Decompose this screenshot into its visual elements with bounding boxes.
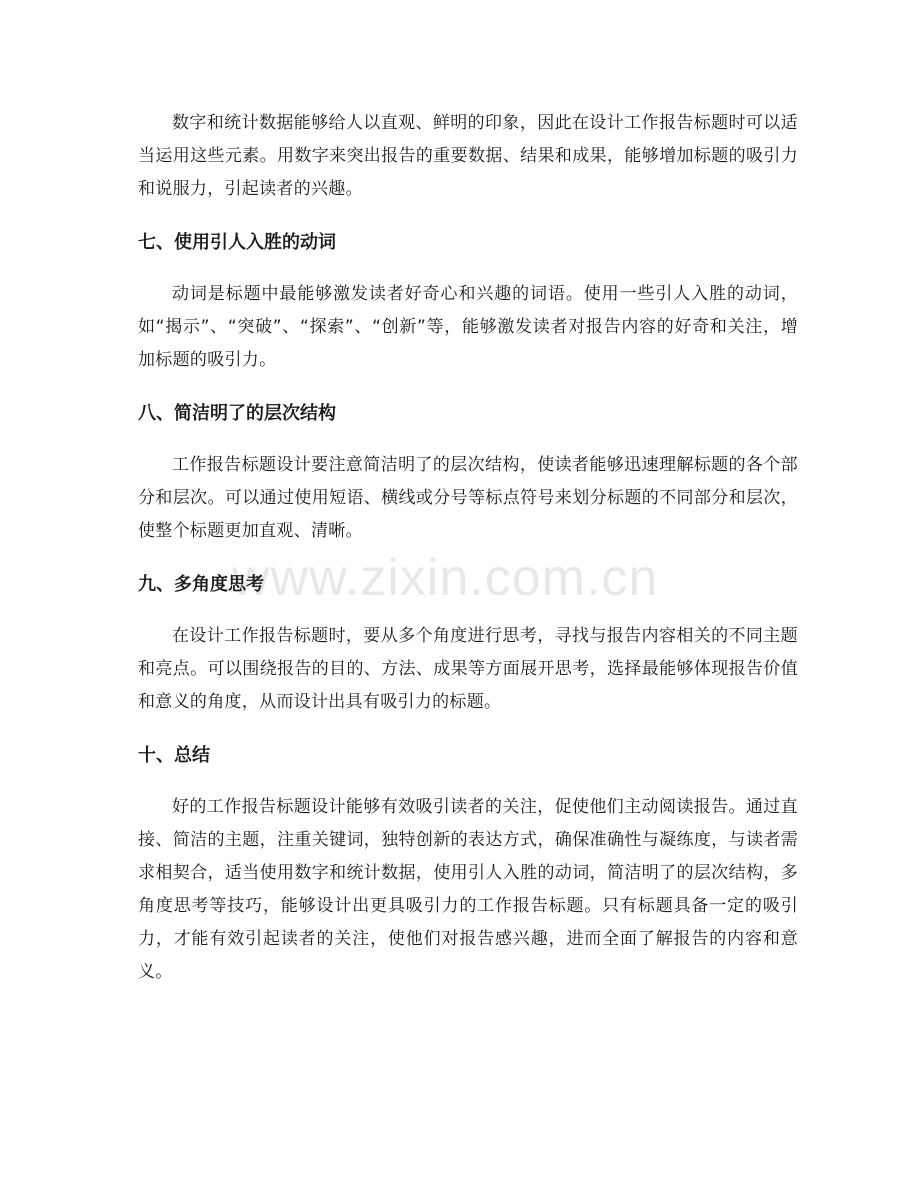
heading-perspectives: 九、多角度思考 [138, 574, 264, 595]
watermark: www.zixin.com.cn [232, 549, 659, 607]
heading-structure: 八、简洁明了的层次结构 [138, 403, 336, 424]
heading-verbs: 七、使用引人入胜的动词 [138, 232, 336, 253]
paragraph-numbers: 数字和统计数据能够给人以直观、鲜明的印象，因此在设计工作报告标题时可以适当运用这些元素。用数字来突出报告的重要数据、结果和成果，能够增加标题的吸引力和说服力，引起读者的兴趣。 [138, 113, 798, 199]
paragraph-verbs: 动词是标题中最能够激发读者好奇心和兴趣的词语。使用一些引人入胜的动词，如“揭示”、“突破”、“探索”、“创新”等，能够激发读者对报告内容的好奇和关注，增加标题的吸引力。 [138, 284, 798, 370]
document-body [138, 107, 798, 989]
paragraph-summary: 好的工作报告标题设计能够有效吸引读者的关注，促使他们主动阅读报告。通过直接、简洁的主题，注重关键词，独特创新的表达方式，确保准确性与凝练度，与读者需求相契合，适当使用数字和统计数据，使用引人入胜的动词，简洁明了的层次结构，多角度思考等技巧，能够设计出更具吸引力的工作报告标题。只有标题具备一定的吸引力，才能有效引起读者的关注，使他们对报告感兴趣，进而全面了解报告的内容和意义。 [138, 797, 798, 982]
paragraph-structure: 工作报告标题设计要注意简洁明了的层次结构，使读者能够迅速理解标题的各个部分和层次。可以通过使用短语、横线或分号等标点符号来划分标题的不同部分和层次，使整个标题更加直观、清晰。 [138, 455, 798, 541]
heading-summary: 十、总结 [138, 745, 210, 766]
paragraph-perspectives: 在设计工作报告标题时，要从多个角度进行思考，寻找与报告内容相关的不同主题和亮点。可以围绕报告的目的、方法、成果等方面展开思考，选择最能够体现报告价值和意义的角度，从而设计出具有吸引力的标题。 [138, 626, 798, 712]
